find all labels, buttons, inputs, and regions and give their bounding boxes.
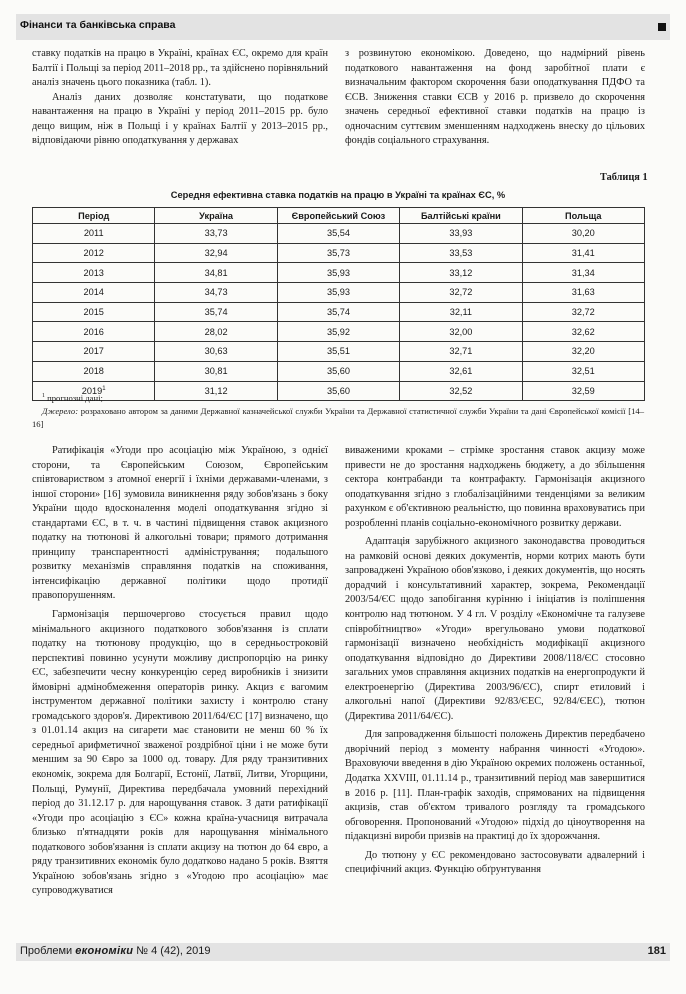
period-value: 2018 [83,366,104,377]
value-cell: 34,81 [155,263,277,283]
period-value: 2011 [83,228,104,239]
period-value: 2019 [81,385,103,396]
value-cell: 35,60 [277,361,399,381]
period-cell [33,342,155,362]
source-label: Джерело: [42,406,79,416]
table-row [33,243,645,263]
value-cell: 35,92 [277,322,399,342]
paragraph: Гармонізація першочергово стосується правил щодо мінімального акцизного податкового зобов'язання із сплати податку на тютюнову продукцію, що в середньостроковій перспективі повинно усунути можливу диспропорцію на ринку ЄС, забезпечити чесну конкуренцію серед виробників і знизити ймовірні адмінобмеження операторів ринку. Акциз є вагомим інструментом державної політики захисту і контролю стану громадського здоров'я. Директивою 2011/64/ЄС [17] визначено, що з 01.01.14 акциз на сигарети має становити не менш 60 % їх середньої арифметичної зваженої роздрібної ціни і не може бути меншим за 90 Євро за 1000 од. товару. Для ряду транзитивних економік, зокрема для Болгарії, Естонії, Латвії, Литви, Угорщини, Польщі, Румунії, Директива передбачала умовний перехідний період до 31.12.17 р. для нарощування ставок. З дати ратифікації «Угоди про асоціацію з ЄС» кожна країна-учасниця витрачала близько п'ятнадцяти років для нарощування мінімального податкового зобов'язання із сплати акцизу на тютюн до 64 євро, а ряду транзитивних економік було додатково надано 5 років. Взяття Україною зобов'язань згідно з «Угодою про асоціацію» має супроводжуватися [32,609,328,897]
journal-issue: № 4 (42), 2019 [133,945,211,957]
value-cell: 32,51 [522,361,644,381]
period-value: 2014 [83,287,104,298]
period-cell [33,322,155,342]
section-title: Фінанси та банківська справа [20,19,176,31]
value-cell: 28,02 [155,322,277,342]
value-cell: 31,34 [522,263,644,283]
value-cell: 32,94 [155,243,277,263]
column-header: Європейський Союз [277,208,399,224]
value-cell: 35,74 [277,302,399,322]
value-cell: 35,60 [277,381,399,401]
value-cell: 32,59 [522,381,644,401]
table-row [33,224,645,244]
value-cell: 33,12 [400,263,522,283]
value-cell: 32,20 [522,342,644,362]
period-value: 2012 [83,248,104,259]
running-footer [16,943,670,961]
period-cell [33,263,155,283]
period-cell [33,302,155,322]
paragraph: Ратифікація «Угоди про асоціацію між Україною, з однієї сторони, та Європейським Союзом, Європейським співтовариством з атомної енергії і їхніми державами-членами, з іншої сторони» [16] зумовила виникнення ряду зобов'язань з боку України щодо вдосконалення моделі оподаткування згідно зі стандартами ЄС, в т. ч. в частині підвищення ставок акцизного податку на тютюнові й алкогольні товари; прямого дотримання принципу транспарентності адміністрування; подальшого розвитку механізмів справляння податків на споживання, інтенсифікацію державної політики щодо протидії правопорушенням. [32,445,328,602]
value-cell: 31,41 [522,243,644,263]
table-row [33,361,645,381]
table-row [33,322,645,342]
table-caption: Таблиця 1 [600,172,648,183]
value-cell: 35,51 [277,342,399,362]
value-cell: 35,93 [277,263,399,283]
period-cell [33,224,155,244]
value-cell: 32,00 [400,322,522,342]
value-cell: 35,73 [277,243,399,263]
value-cell: 30,81 [155,361,277,381]
footnote-text: прогнозні дані; [47,393,103,403]
value-cell: 32,52 [400,381,522,401]
value-cell: 32,72 [522,302,644,322]
column-header: Польща [522,208,644,224]
value-cell: 34,73 [155,283,277,303]
value-cell: 35,54 [277,224,399,244]
paragraph: До тютюну у ЄС рекомендовано застосовувати адвалерний і специфічний акциз. Функцію обґрунтування [345,849,645,876]
value-cell: 32,72 [400,283,522,303]
period-value: 2013 [83,267,104,278]
period-cell [33,361,155,381]
footnote-mark: 1 [42,393,45,400]
paragraph: Адаптація зарубіжного акцизного законодавства проводиться на рамковій основі деяких документів, норми котрих мають бути запроваджені Україною обов'язково, і деяких документів, що носять дорадчий і консультативний характер, зокрема, Рекомендації 2003/54/ЄС щодо запобігання курінню і ініціатив із поліпшення контролю над тютюном. У 4 гл. V розділу «Економічне та галузеве співробітництво» «Угоди» врегульовано умови податкової гармонізації визначено необхідність модифікації акцизного оподаткування відповідно до Директиви 2008/118/ЄС стосовно загальних умов справляння акцизних податків на енергопродукти й електроенергію (Директива 2003/96/ЄС), спирт етиловий і алкогольні напої (Директиви 92/83/ЄЕС, 92/84/ЄЕС), тютюн (Директива 2011/64/ЄС). [345,536,645,722]
column-header: Період [33,208,155,224]
period-footnote-mark: 1 [102,385,106,392]
value-cell: 30,63 [155,342,277,362]
paragraph: Для запровадження більшості положень Директив передбачено дворічний період з моменту набрання чинності «Угодою». Враховуючи введення в дію Україною окремих положень останньої, Додатка XXVIII, 01.11.14 р., транзитивний період мав завершитися в 2016 р. [11]. План-графік заходів, спрямованих на підвищення акцизів, став об'єктом тривалого розгляду та громадського обговорення. Пропонований «Угодою» підхід до ціноутворення на підакцизні вироби призвів на практиці до їх здорожчання. [345,729,645,843]
value-cell: 33,53 [400,243,522,263]
running-header [16,14,670,40]
table-header-row [33,208,645,224]
journal-prefix: Проблеми [20,945,76,957]
table-row [33,302,645,322]
table-row [33,263,645,283]
paragraph: Аналіз даних дозволяє констатувати, що податкове навантаження на працю в Україні у період 2011–2015 рр. було дещо вищим, ніж в Польщі і у країнах Балтії у 2013–2015 рр., відповідаючи рівню оподаткування у державах [32,91,328,147]
journal-bold: економіки [75,945,134,957]
table-source [32,405,644,431]
table-title: Середня ефективна ставка податків на працю в Україні та країнах ЄС, % [170,190,506,200]
value-cell: 30,20 [522,224,644,244]
value-cell: 31,63 [522,283,644,303]
value-cell: 35,93 [277,283,399,303]
period-cell [33,243,155,263]
header-square-marker [658,23,666,31]
value-cell: 33,93 [400,224,522,244]
tax-rate-table [32,207,645,401]
journal-name [20,945,210,957]
period-value: 2015 [83,307,104,318]
value-cell: 33,73 [155,224,277,244]
paragraph: з розвинутою економікою. Доведено, що надмірний рівень податкового навантаження на фонд заробітної плати є визначальним фактором скорочення бази оподаткування ПДФО та ЄСВ. Зниження ставки ЄСВ у 2016 р. призвело до скорочення значень середньої ефективної ставки податків на працю із одночасним суттєвим зменшенням надходжень внеску до цільових фондів соціального страхування. [345,48,645,147]
source-text: розраховано автором за даними Державної казначейської служби України та Державної статистичної служби України та дані Європейської комісії [14–16] [32,406,644,429]
paragraph: ставку податків на працю в Україні, країнах ЄС, окремо для країн Балтії і Польщі за період 2011–2018 рр., та здійснено порівняльний аналіз значень цього показника (табл. 1). [32,48,328,89]
page-number: 181 [647,945,666,957]
value-cell: 32,62 [522,322,644,342]
value-cell: 32,61 [400,361,522,381]
column-header: Україна [155,208,277,224]
top-left-column [32,47,328,149]
period-value: 2017 [83,346,104,357]
period-value: 2016 [83,326,104,337]
value-cell: 32,71 [400,342,522,362]
value-cell: 32,11 [400,302,522,322]
column-header: Балтійські країни [400,208,522,224]
table-row [33,283,645,303]
period-cell [33,283,155,303]
table-row [33,342,645,362]
top-right-column [345,47,645,149]
paragraph: виваженими кроками – стрімке зростання ставок акцизу може привести не до зростання надходжень бюджету, а до збільшення сектора контрабанди та контрафакту. Гармонізація акцизного оподаткування згідно з глобалізаційними тенденціями за великим рахунком є об'єктивною реальністю, що повинна враховуватись при розробленні планів соціально-економічного розвитку держави. [345,445,645,529]
table-footnote [42,392,654,405]
bottom-right-column [345,444,645,878]
value-cell: 35,74 [155,302,277,322]
bottom-left-column [32,444,328,899]
value-cell: 31,12 [155,381,277,401]
